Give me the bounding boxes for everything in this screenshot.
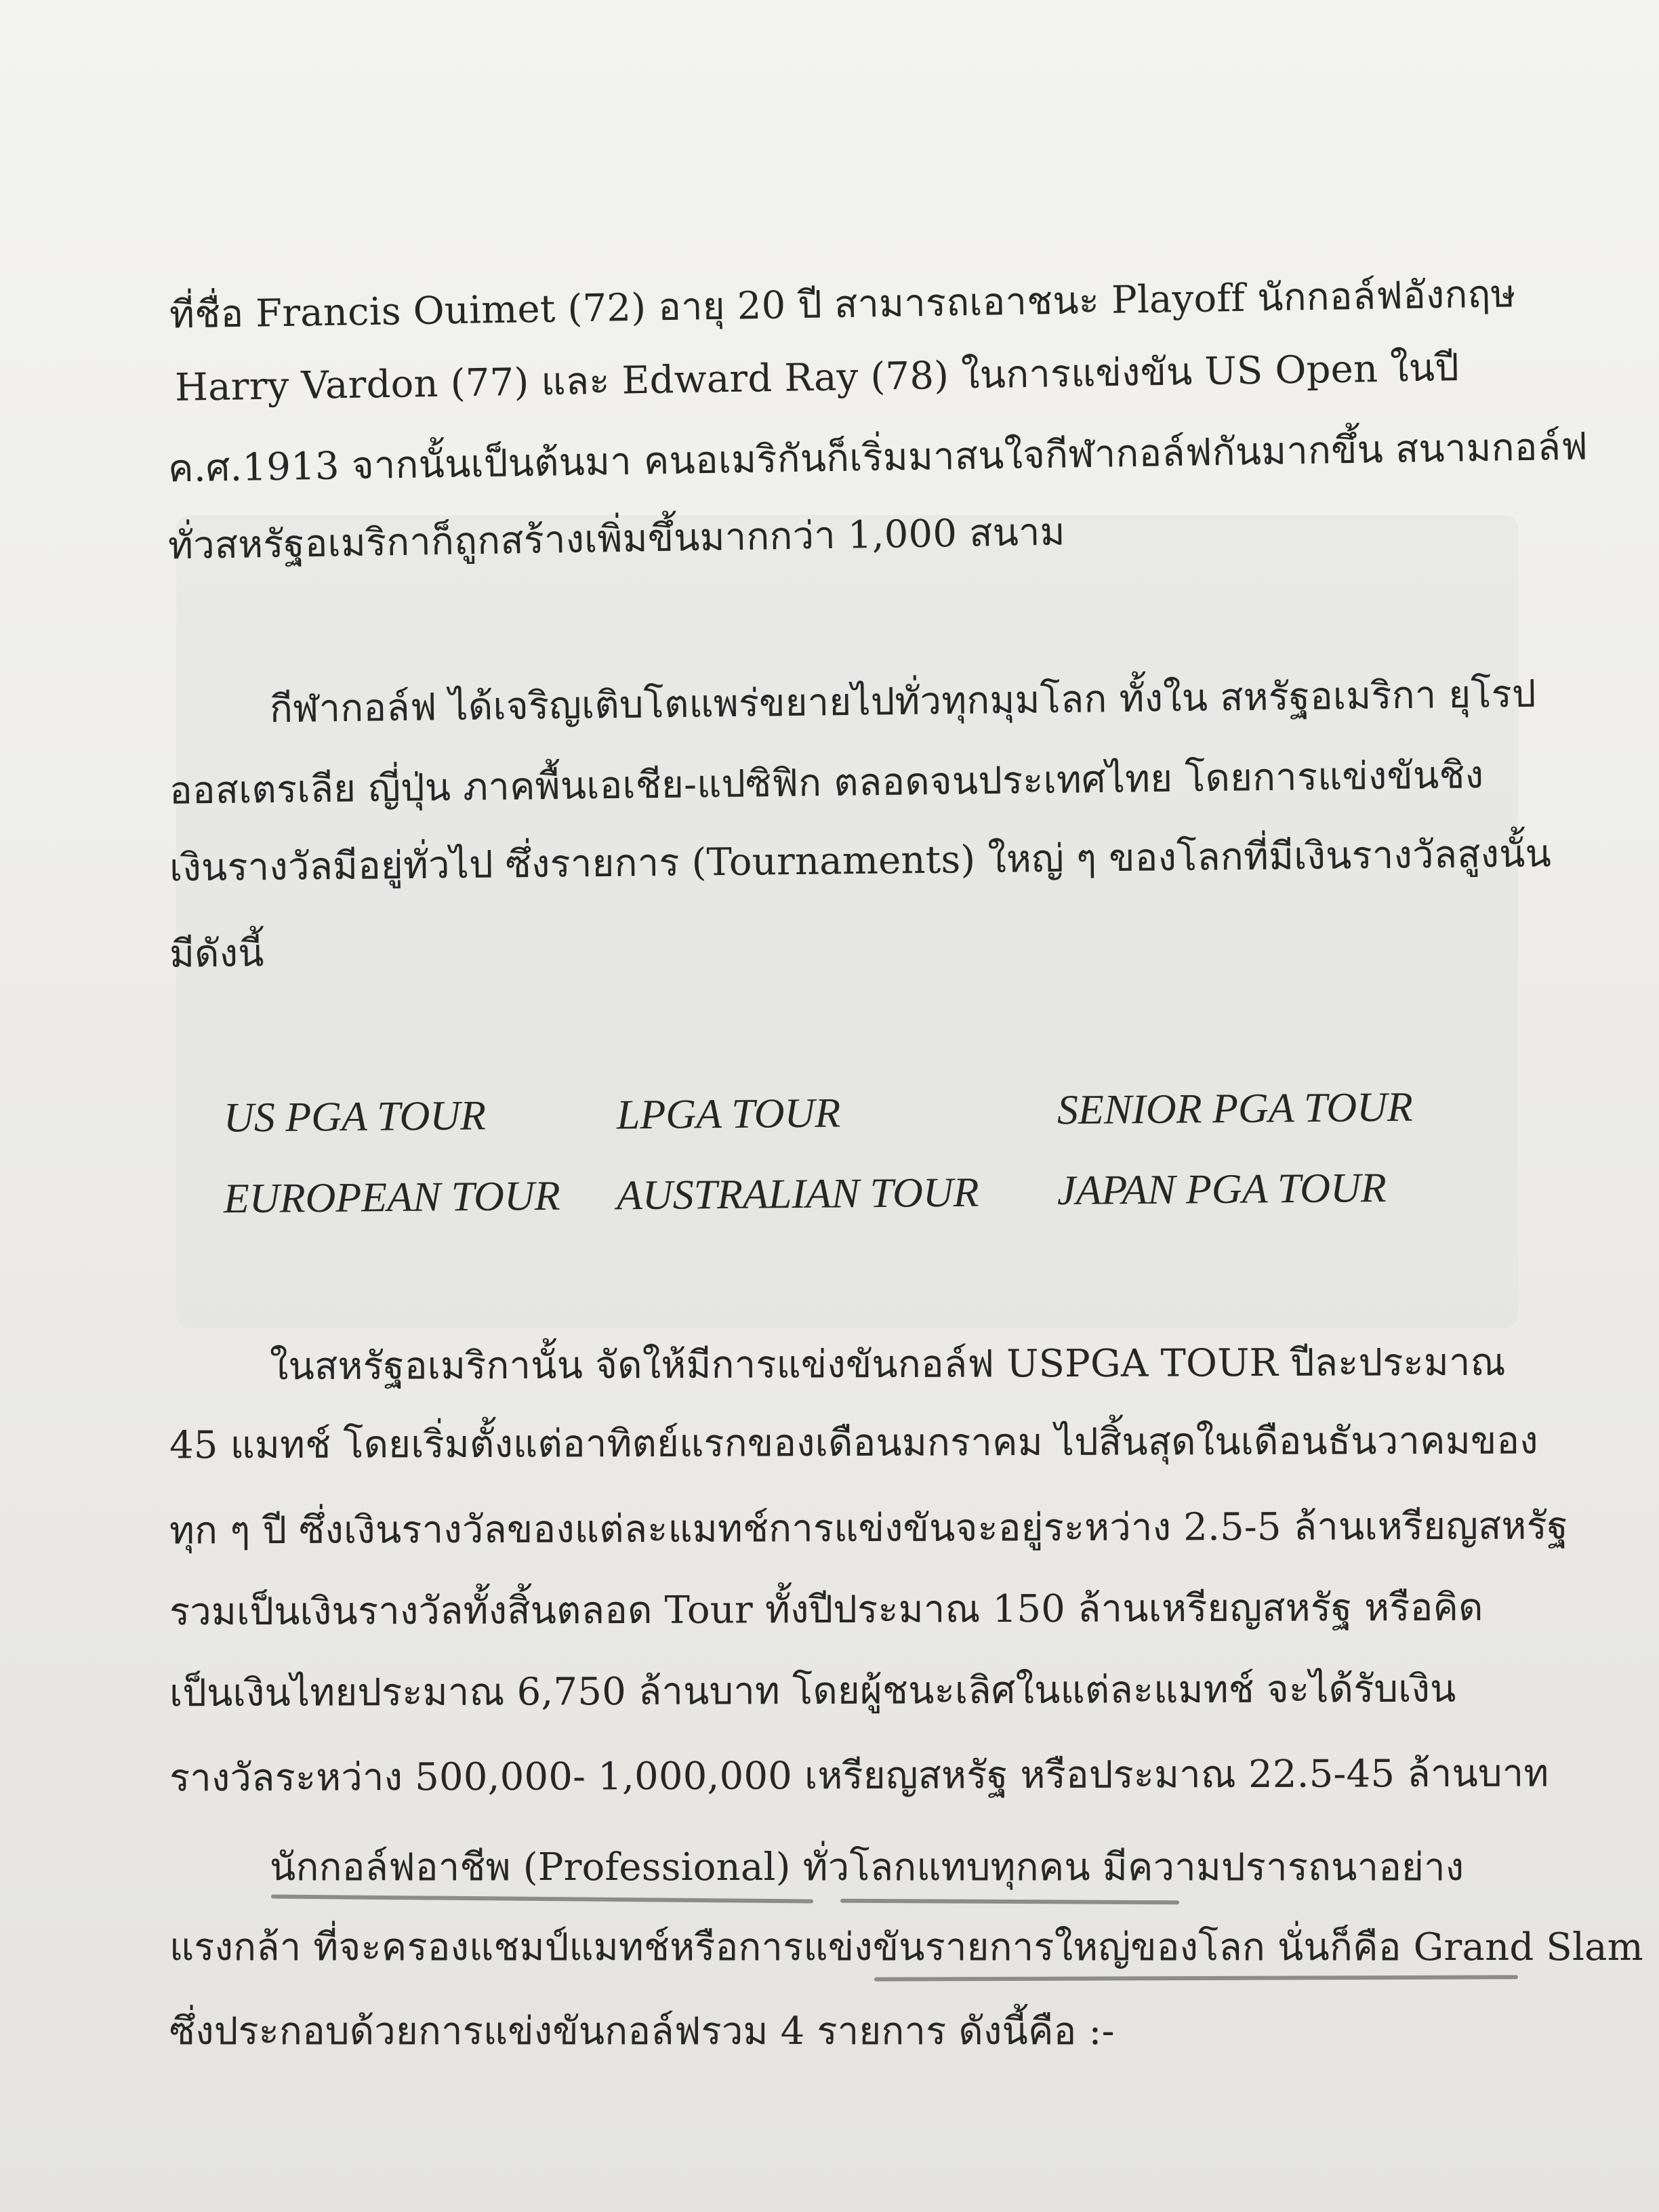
paragraph-1-line-2: Harry Vardon (77) และ Edward Ray (78) ในการแข่งขัน US Open ในปี: [174, 346, 1460, 410]
paragraph-2-line-2: ออสเตรเลีย ญี่ปุ่น ภาคพื้นเอเชีย-แปซิฟิก ตลอดจนประเทศไทย โดยการแข่งขันชิง: [169, 753, 1484, 813]
underline-professional: [271, 1895, 813, 1904]
paragraph-3-line-6: รางวัลระหว่าง 500,000- 1,000,000 เหรียญสหรัฐ หรือประมาณ 22.5-45 ล้านบาท: [169, 1751, 1549, 1801]
tour-us-pga: US PGA TOUR: [223, 1092, 487, 1141]
paragraph-2-line-4: มีดังนี้: [169, 931, 265, 977]
paragraph-4-line-1: นักกอล์ฟอาชีพ (Professional) ทั่วโลกแทบทุกคน มีความปรารถนาอย่าง: [270, 1845, 1465, 1889]
underline-grand-slam: [874, 1975, 1518, 1981]
paragraph-3-line-5: เป็นเงินไทยประมาณ 6,750 ล้านบาท โดยผู้ชนะเลิศในแต่ละแมทช์ จะได้รับเงิน: [169, 1666, 1456, 1716]
paragraph-3-line-4: รวมเป็นเงินรางวัลทั้งสิ้นตลอด Tour ทั้งปีประมาณ 150 ล้านเหรียญสหรัฐ หรือคิด: [169, 1585, 1483, 1635]
paragraph-4-line-2: แรงกล้า ที่จะครองแชมป์แมทช์หรือการแข่งขันรายการใหญ่ของโลก นั่นก็คือ Grand Slam: [169, 1925, 1643, 1969]
paragraph-4-line-3: ซึ่งประกอบด้วยการแข่งขันกอล์ฟรวม 4 รายการ ดังนี้คือ :-: [169, 2009, 1115, 2053]
paragraph-3-line-2: 45 แมทช์ โดยเริ่มตั้งแต่อาทิตย์แรกของเดือนมกราคม ไปสิ้นสุดในเดือนธันวาคมของ: [169, 1418, 1538, 1468]
tour-european: EUROPEAN TOUR: [223, 1172, 560, 1223]
paragraph-3-line-3: ทุก ๆ ปี ซึ่งเงินรางวัลของแต่ละแมทช์การแข่งขันจะอยู่ระหว่าง 2.5-5 ล้านเหรียญสหรัฐ: [169, 1504, 1569, 1553]
tour-japan-pga: JAPAN PGA TOUR: [1057, 1164, 1387, 1214]
tour-senior-pga: SENIOR PGA TOUR: [1057, 1084, 1413, 1134]
paragraph-1-line-3: ค.ศ.1913 จากนั้นเป็นต้นมา คนอเมริกันก็เริ่มมาสนใจกีฬากอล์ฟกันมากขึ้น สนามกอล์ฟ: [167, 424, 1589, 491]
paragraph-2-line-1: กีฬากอล์ฟ ได้เจริญเติบโตแพร่ขยายไปทั่วทุกมุมโลก ทั้งใน สหรัฐอเมริกา ยุโรป: [269, 672, 1537, 732]
paragraph-1-line-1: ที่ชื่อ Francis Ouimet (72) อายุ 20 ปี สามารถเอาชนะ Playoff นักกอล์ฟอังกฤษ: [169, 272, 1517, 337]
tour-australian: AUSTRALIAN TOUR: [616, 1169, 979, 1219]
paragraph-2-line-3: เงินรางวัลมีอยู่ทั่วไป ซึ่งรายการ (Tournaments) ใหญ่ ๆ ของโลกที่มีเงินรางวัลสูงนั้น: [169, 832, 1552, 890]
paragraph-3-line-1: ในสหรัฐอเมริกานั้น จัดให้มีการแข่งขันกอล์ฟ USPGA TOUR ปีละประมาณ: [269, 1340, 1506, 1389]
tour-lpga: LPGA TOUR: [616, 1090, 841, 1139]
underline-worldwide: [840, 1899, 1179, 1905]
paragraph-1-line-4: ทั่วสหรัฐอเมริกาก็ถูกสร้างเพิ่มขึ้นมากกว่า 1,000 สนาม: [167, 510, 1066, 569]
